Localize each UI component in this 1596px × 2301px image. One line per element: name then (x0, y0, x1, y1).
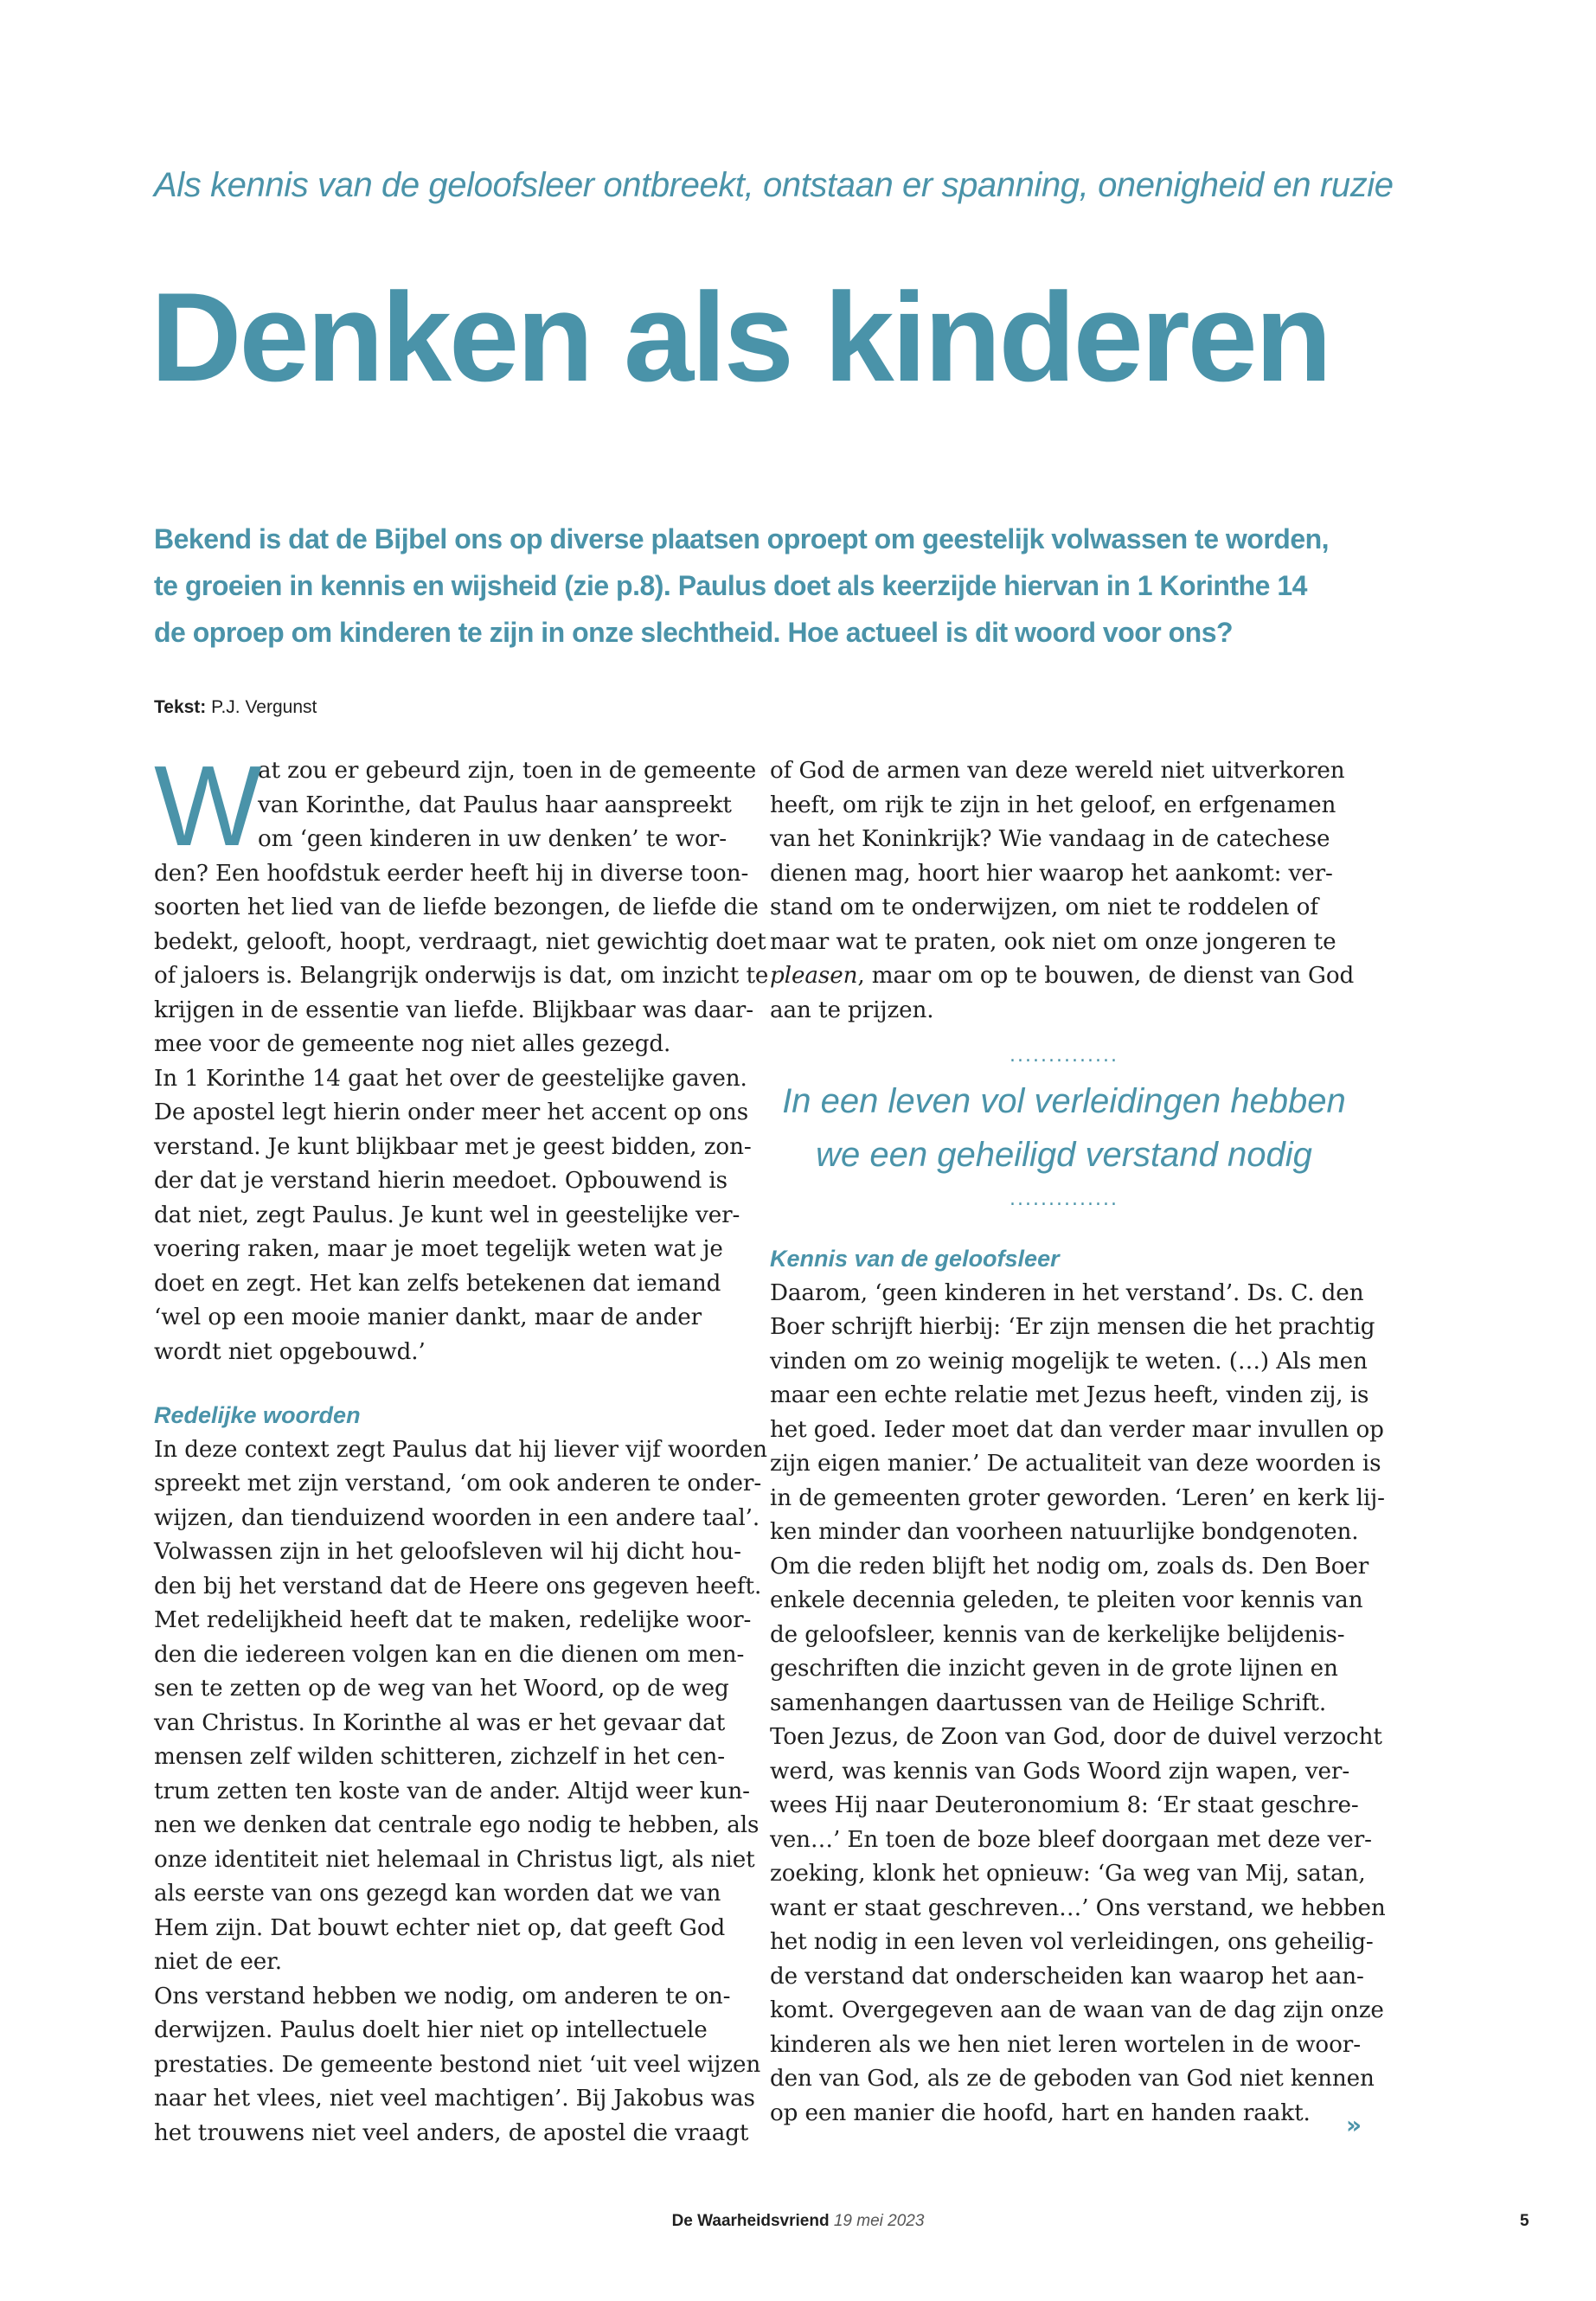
text-line: wordt niet opgebouwd.’ (154, 1338, 426, 1365)
article-intro (154, 516, 1330, 656)
byline-label: Tekst: (154, 697, 207, 717)
text-line: mee voor de gemeente nog niet alles gezegd. (154, 1031, 671, 1057)
text-line: aan te prijzen. (770, 997, 934, 1023)
text-line: maar wat te praten, ook niet om onze jongeren te (770, 928, 1336, 955)
text-line: In deze context zegt Paulus dat hij liever vijf woorden (154, 1436, 767, 1463)
text-line (770, 959, 1358, 994)
text-line: mensen zelf wilden schitteren, zichzelf in het cen- (154, 1744, 725, 1770)
text-line: wijzen, dan tienduizend woorden in een andere taal’. (154, 1504, 760, 1531)
text-line: Hem zijn. Dat bouwt echter niet op, dat geeft God (154, 1914, 726, 1941)
pull-quote-divider-bottom: .............. (1010, 1189, 1118, 1210)
text-line: of God de armen van deze wereld niet uitverkoren (770, 758, 1345, 784)
paragraph-body (154, 857, 769, 1370)
text-line: zoeking, klonk het opnieuw: ‘Ga weg van Mij, satan, (770, 1861, 1366, 1887)
text-line: de verstand dat onderscheiden kan waarop het aan- (770, 1963, 1364, 1990)
byline (154, 697, 317, 718)
publication-name: De Waarheidsvriend (671, 2212, 830, 2230)
text-line: at zou er gebeurd zijn, toen in de gemeente (258, 758, 757, 784)
text-line: krijgen in de essentie van liefde. Blijkbaar was daar- (154, 997, 753, 1023)
text-line: heeft, om rijk te zijn in het geloof, en erfgenamen (770, 792, 1336, 818)
text-line: van Christus. In Korinthe al was er het gevaar dat (154, 1709, 726, 1736)
text-line: wees Hij naar Deuteronomium 8: ‘Er staat geschre- (770, 1792, 1359, 1818)
text-line: dienen mag, hoort hier waarop het aankomt: ver- (770, 860, 1333, 887)
text-line: het trouwens niet veel anders, de apostel die vraagt (154, 2119, 749, 2146)
text-line: trum zetten ten koste van de ander. Altijd weer kun- (154, 1778, 750, 1804)
pull-quote-line: we een geheiligd verstand nodig (816, 1136, 1312, 1174)
text-line: komt. Overgegeven aan de waan van de dag zijn onze (770, 1997, 1384, 2023)
left-column (154, 742, 769, 2150)
text-line: het goed. Ieder moet dat dan verder maar invullen op (770, 1416, 1384, 1443)
text-fragment: , maar om op te bouwen, de dienst van God (857, 963, 1355, 989)
text-line: om ‘geen kinderen in uw denken’ te wor- (258, 826, 727, 852)
page-footer (0, 2212, 1596, 2231)
continue-arrow-icon: » (1346, 2111, 1362, 2139)
article-kicker: Als kennis van de geloofsleer ontbreekt, ontstaan er spanning, onenigheid en ruzie (154, 166, 1394, 204)
text-line: den die iedereen volgen kan en die dienen om men- (154, 1641, 745, 1668)
publication-date: 19 mei 2023 (833, 2212, 925, 2230)
text-line: Volwassen zijn in het geloofsleven wil hij dicht hou- (154, 1539, 741, 1565)
text-line: verstand. Je kunt blijkbaar met je geest bidden, zon- (154, 1133, 752, 1160)
paragraph-body (770, 754, 1358, 1028)
text-line: Om die reden blijft het nodig om, zoals ds. Den Boer (770, 1553, 1369, 1580)
text-line: zijn eigen manier.’ De actualiteit van deze woorden is (770, 1451, 1381, 1477)
text-line: soorten het lied van de liefde bezongen, de liefde die (154, 894, 759, 920)
text-line: niet de eer. (154, 1949, 282, 1975)
paragraph-body (770, 1277, 1386, 2131)
text-line: in de gemeenten groter geworden. ‘Leren’ en kerk lij- (770, 1484, 1385, 1511)
intro-line: de oproep om kinderen te zijn in onze slechtheid. Hoe actueel is dit woord voor ons? (154, 617, 1234, 648)
text-line: Toen Jezus, de Zoon van God, door de duivel verzocht (770, 1724, 1382, 1750)
text-line: vinden om zo weinig mogelijk te weten. (…) Als men (770, 1348, 1368, 1375)
text-line: onze identiteit niet helemaal in Christus ligt, als niet (154, 1846, 755, 1873)
text-line: De apostel legt hierin onder meer het accent op ons (154, 1099, 749, 1125)
text-line: enkele decennia geleden, te pleiten voor kennis van (770, 1587, 1363, 1613)
text-line: sen te zetten op de weg van het Woord, op de weg (154, 1676, 729, 1702)
text-line: als eerste van ons gezegd kan worden dat we van (154, 1881, 721, 1907)
text-line: doet en zegt. Het kan zelfs betekenen dat iemand (154, 1270, 721, 1297)
text-line: de geloofsleer, kennis van de kerkelijke belijdenis- (770, 1621, 1345, 1648)
intro-line: Bekend is dat de Bijbel ons op diverse plaatsen oproept om geestelijk volwassen te worden, (154, 523, 1330, 554)
article-title: Denken als kinderen (151, 266, 1330, 407)
text-line: of jaloers is. Belangrijk onderwijs is dat, om inzicht te (154, 963, 769, 989)
opening-paragraph (154, 742, 757, 869)
text-line: ken minder dan voorheen natuurlijke bondgenoten. (770, 1519, 1359, 1545)
pull-quote (770, 1043, 1358, 1213)
drop-cap: W (154, 742, 262, 869)
text-line: op een manier die hoofd, hart en handen raakt. (770, 2099, 1311, 2126)
text-line: Daarom, ‘geen kinderen in het verstand’. Ds. C. den (770, 1279, 1364, 1306)
pull-quote-line: In een leven vol verleidingen hebben (782, 1082, 1346, 1120)
intro-line: te groeien in kennis en wijsheid (zie p.8). Paulus doet als keerzijde hiervan in 1 Korinthe 14 (154, 570, 1307, 601)
text-line: derwijzen. Paulus doelt hier niet op intellectuele (154, 2017, 708, 2043)
text-line: ven…’ En toen de boze bleef doorgaan met deze ver- (770, 1826, 1372, 1853)
pull-quote-divider-top: .............. (1010, 1045, 1118, 1067)
text-line: dat niet, zegt Paulus. Je kunt wel in geestelijke ver- (154, 1202, 740, 1228)
byline-author: P.J. Vergunst (211, 697, 317, 717)
text-line: Ons verstand hebben we nodig, om anderen te on- (154, 1983, 731, 2009)
text-line: der dat je verstand hierin meedoet. Opbouwend is (154, 1168, 727, 1194)
paragraph-body (154, 1433, 767, 2151)
text-line: Met redelijkheid heeft dat te maken, redelijke woor- (154, 1607, 752, 1633)
text-line: van het Koninkrijk? Wie vandaag in de catechese (770, 826, 1330, 852)
text-line: den bij het verstand dat de Heere ons gegeven heeft. (154, 1573, 762, 1599)
text-line: werd, was kennis van Gods Woord zijn wapen, ver- (770, 1758, 1350, 1785)
text-line: want er staat geschreven…’ Ons verstand, we hebben (770, 1894, 1386, 1921)
text-line: geschriften die inzicht geven in de grote lijnen en (770, 1656, 1338, 1682)
page-number: 5 (1520, 2212, 1529, 2230)
text-line: van Korinthe, dat Paulus haar aanspreekt (258, 792, 732, 818)
text-line: den van God, als ze de geboden van God niet kennen (770, 2066, 1375, 2092)
text-line: bedekt, gelooft, hoopt, verdraagt, niet gewichtig doet (154, 928, 766, 955)
right-column (770, 754, 1386, 2131)
text-line: kinderen als we hen niet leren wortelen in de woor- (770, 2031, 1361, 2058)
text-line: ‘wel op een mooie manier dankt, maar de ander (154, 1304, 702, 1330)
text-line: naar het vlees, niet veel machtigen’. Bij Jakobus was (154, 2086, 755, 2112)
text-line: nen we denken dat centrale ego nodig te hebben, als (154, 1812, 760, 1838)
text-line: Boer schrijft hierbij: ‘Er zijn mensen die het prachtig (770, 1314, 1375, 1340)
text-line: stand om te onderwijzen, om niet te roddelen of (770, 894, 1318, 920)
italic-word: pleasen (770, 963, 858, 989)
section-heading: Redelijke woorden (154, 1402, 361, 1428)
text-line: voering raken, maar je moet tegelijk weten wat je (154, 1236, 723, 1262)
text-line: spreekt met zijn verstand, ‘om ook anderen te onder- (154, 1471, 762, 1497)
section-heading: Kennis van de geloofsleer (770, 1246, 1060, 1272)
text-line: In 1 Korinthe 14 gaat het over de geestelijke gaven. (154, 1065, 747, 1092)
text-line: maar een echte relatie met Jezus heeft, vinden zij, is (770, 1382, 1369, 1408)
text-line: het nodig in een leven vol verleidingen, ons geheilig- (770, 1929, 1374, 1955)
text-line: samenhangen daartussen van de Heilige Schrift. (770, 1689, 1327, 1716)
text-line: prestaties. De gemeente bestond niet ‘uit veel wijzen (154, 2051, 761, 2078)
text-line: den? Een hoofdstuk eerder heeft hij in diverse toon- (154, 860, 749, 887)
